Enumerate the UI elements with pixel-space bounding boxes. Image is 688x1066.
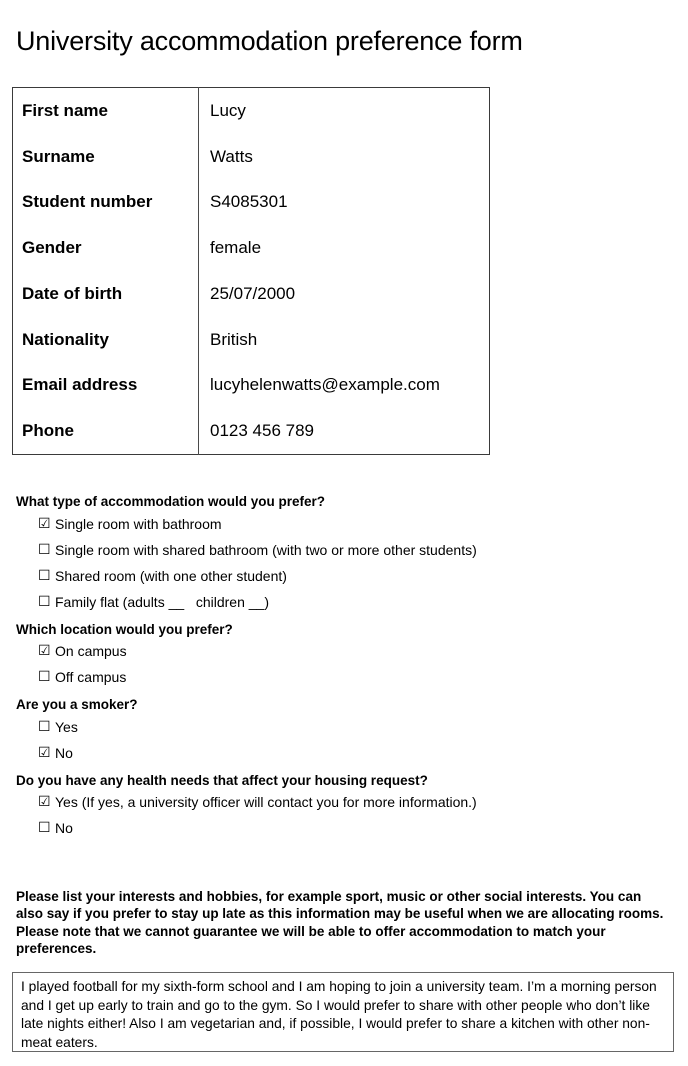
interests-answer-box[interactable] — [12, 972, 674, 1052]
checkbox-checked-icon[interactable]: ☑ — [38, 515, 51, 532]
detail-value[interactable]: British — [210, 329, 258, 349]
checkbox-option-label: Single room with bathroom — [55, 515, 222, 532]
question-heading: What type of accommodation would you prefer? — [16, 494, 326, 509]
table-row — [13, 225, 490, 271]
checkbox-option[interactable] — [38, 664, 676, 690]
checkbox-option[interactable] — [38, 815, 676, 841]
checkbox-checked-icon[interactable]: ☑ — [38, 643, 51, 659]
detail-label: Phone — [13, 408, 199, 454]
checkbox-option[interactable] — [38, 740, 676, 766]
checkbox-unchecked-icon[interactable]: ☐ — [38, 567, 51, 584]
table-row — [13, 362, 490, 408]
checkbox-option[interactable] — [38, 714, 676, 740]
checkbox-option-label: On campus — [55, 643, 127, 659]
detail-label: Gender — [13, 225, 199, 271]
checkbox-option[interactable] — [38, 789, 676, 815]
detail-label: First name — [13, 88, 199, 134]
page-title: University accommodation preference form — [16, 26, 523, 57]
checkbox-unchecked-icon[interactable]: ☐ — [38, 541, 51, 558]
checkbox-unchecked-icon[interactable]: ☐ — [38, 718, 51, 735]
checkbox-option[interactable] — [38, 511, 676, 537]
personal-details-body — [13, 88, 490, 455]
table-row — [13, 179, 490, 225]
detail-label: Student number — [13, 179, 199, 225]
detail-label: Surname — [13, 134, 199, 180]
checkbox-checked-icon[interactable]: ☑ — [38, 794, 51, 810]
checkbox-option-label: Off campus — [55, 669, 127, 685]
table-row — [13, 316, 490, 362]
checkbox-option-label: Single room with shared bathroom (with two or more other students) — [55, 541, 477, 558]
question-heading: Do you have any health needs that affect your housing request? — [16, 772, 428, 788]
checkbox-option[interactable] — [38, 638, 676, 664]
checkbox-option[interactable] — [38, 563, 676, 589]
detail-value[interactable]: female — [210, 238, 262, 258]
checkbox-option-label: Yes — [55, 718, 78, 735]
detail-value[interactable]: 0123 456 789 — [210, 420, 314, 440]
checkbox-option-label: No — [55, 744, 73, 761]
questions-section — [16, 495, 676, 841]
detail-label: Nationality — [13, 316, 199, 362]
detail-value[interactable]: 25/07/2000 — [210, 283, 296, 303]
checkbox-unchecked-icon[interactable]: ☐ — [38, 669, 51, 685]
detail-value[interactable]: Lucy — [210, 101, 246, 121]
detail-value[interactable]: S4085301 — [210, 192, 288, 212]
question-heading: Are you a smoker? — [16, 697, 138, 712]
checkbox-option-label: Shared room (with one other student) — [55, 567, 287, 584]
detail-value[interactable]: lucyhelenwatts@example.com — [210, 375, 440, 395]
question-block — [16, 615, 676, 691]
question-block — [16, 495, 676, 615]
table-row — [13, 134, 490, 180]
checkbox-option[interactable] — [38, 589, 676, 615]
detail-value[interactable]: Watts — [210, 146, 253, 166]
personal-details-table — [12, 87, 490, 455]
checkbox-option-label: Family flat (adults __ children __) — [55, 593, 269, 610]
interests-instructions: Please list your interests and hobbies, for example sport, music or other social interests. You can also say if you prefer to stay up late as this information may be useful when we are allocating rooms. Please note that we cannot guarantee we will be able to offer accommodation to match your preferences. — [16, 889, 664, 956]
checkbox-unchecked-icon[interactable]: ☐ — [38, 820, 51, 836]
detail-label: Date of birth — [13, 271, 199, 317]
question-block — [16, 690, 676, 766]
question-block — [16, 766, 676, 842]
interests-answer-text: I played football for my sixth-form school and I am hoping to join a university team. I’m a morning person and I get up early to train and go to the gym. So I would prefer to share with other people who don’t like late nights either! Also I am vegetarian and, if possible, I would prefer to share a kitchen with other non-meat eaters. — [21, 979, 657, 1050]
table-row — [13, 88, 490, 134]
question-heading: Which location would you prefer? — [16, 621, 233, 637]
table-row — [13, 271, 490, 317]
table-row — [13, 408, 490, 454]
checkbox-option-label: Yes (If yes, a university officer will contact you for more information.) — [55, 794, 477, 810]
detail-label: Email address — [13, 362, 199, 408]
checkbox-option-label: No — [55, 820, 73, 836]
checkbox-checked-icon[interactable]: ☑ — [38, 744, 51, 761]
checkbox-option[interactable] — [38, 537, 676, 563]
checkbox-unchecked-icon[interactable]: ☐ — [38, 593, 51, 610]
